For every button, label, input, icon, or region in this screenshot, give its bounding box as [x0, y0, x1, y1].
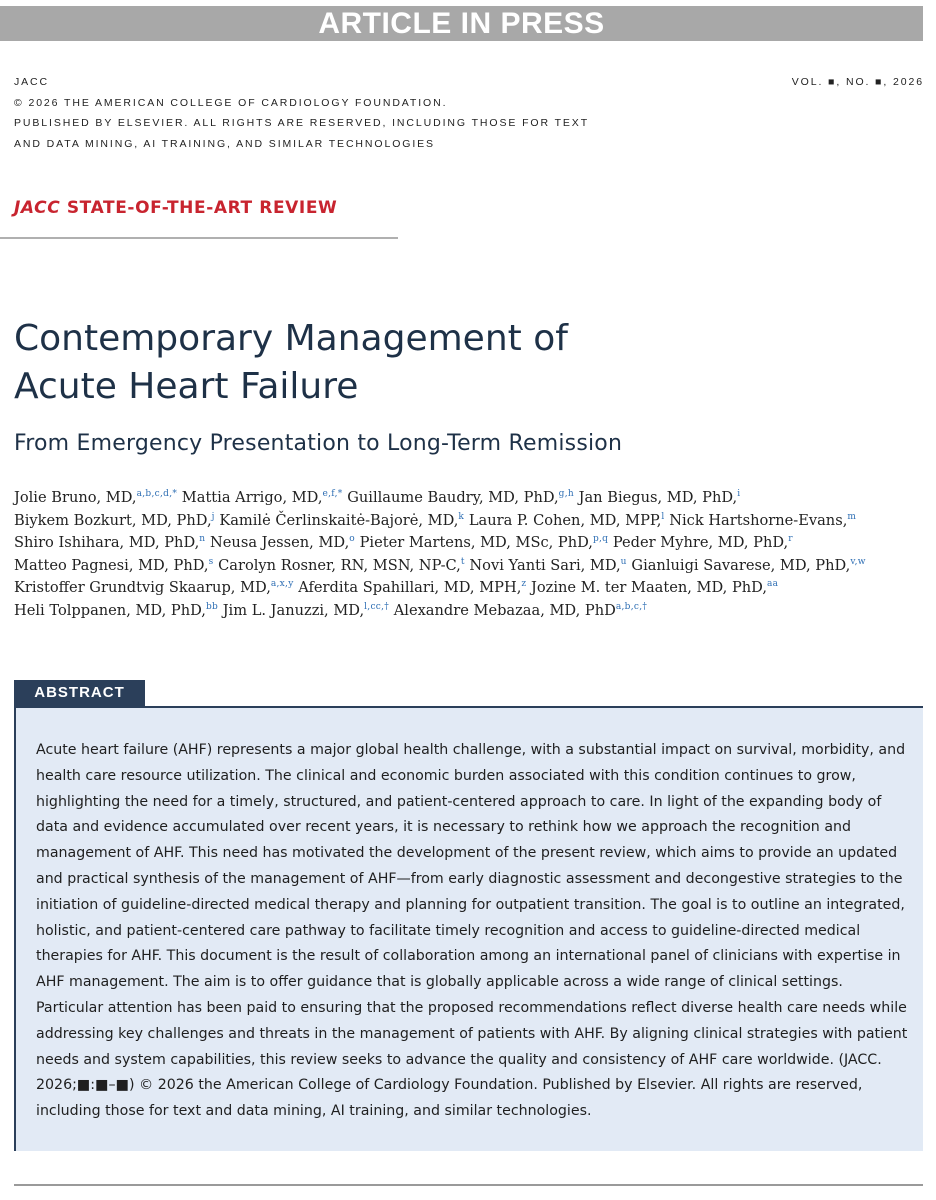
author-name: Kristoffer Grundtvig Skaarup, MD, — [14, 579, 271, 597]
author-affiliation-link[interactable]: l — [661, 511, 665, 522]
abstract-label: ABSTRACT — [14, 680, 145, 706]
author-name: Matteo Pagnesi, MD, PhD, — [14, 556, 209, 574]
author-affiliation-link[interactable]: o — [349, 534, 355, 545]
author-affiliation-link[interactable]: u — [620, 556, 627, 567]
author-name: Gianluigi Savarese, MD, PhD, — [631, 556, 851, 574]
author-affiliation-link[interactable]: j — [211, 511, 215, 522]
author-name: Shiro Ishihara, MD, PhD, — [14, 534, 200, 552]
author-name: Pieter Martens, MD, MSc, PhD, — [359, 534, 593, 552]
author-affiliation-link[interactable]: bb — [205, 602, 219, 613]
author-affiliation-link[interactable]: r — [788, 534, 793, 545]
title-line-2: Acute Heart Failure — [14, 366, 359, 407]
author-name: Neusa Jessen, MD, — [210, 534, 350, 552]
copyright-line: © 2026 THE AMERICAN COLLEGE OF CARDIOLOGY FOUNDATION. — [14, 96, 448, 109]
author-line — [14, 487, 929, 510]
author-name: Alexandre Mebazaa, MD, PhD — [393, 601, 616, 619]
journal-name: JACC — [14, 76, 50, 88]
author-affiliation-link[interactable]: m — [847, 511, 857, 522]
author-line — [14, 600, 929, 623]
author-name: Biykem Bozkurt, MD, PhD, — [14, 511, 212, 529]
author-name: Nick Hartshorne-Evans, — [669, 511, 848, 529]
section-divider — [0, 237, 398, 239]
author-line — [14, 555, 929, 578]
author-affiliation-link[interactable]: v,w — [850, 556, 866, 567]
author-affiliation-link[interactable]: aa — [767, 579, 779, 590]
abstract-box — [14, 706, 923, 1151]
article-in-press-banner: ARTICLE IN PRESS — [0, 6, 923, 41]
author-affiliation-link[interactable]: l,cc,† — [364, 602, 390, 613]
volume-info: VOL. ■, NO. ■, 2026 — [791, 76, 924, 88]
author-line — [14, 532, 929, 555]
author-name: Carolyn Rosner, RN, MSN, NP-C, — [218, 556, 461, 574]
article-subtitle: From Emergency Presentation to Long-Term Remission — [14, 431, 623, 456]
author-name: Jim L. Januzzi, MD, — [222, 601, 365, 619]
bottom-divider — [14, 1184, 923, 1186]
author-name: Mattia Arrigo, MD, — [181, 489, 323, 506]
author-name: Peder Myhre, MD, PhD, — [612, 534, 789, 552]
author-name: Guillaume Baudry, MD, PhD, — [347, 489, 559, 506]
author-affiliation-link[interactable]: e,f,* — [322, 489, 343, 500]
author-affiliation-link[interactable]: n — [199, 534, 206, 545]
article-type-prefix: JACC — [14, 198, 61, 218]
author-name: Jan Biegus, MD, PhD, — [578, 489, 738, 506]
author-name: Heli Tolppanen, MD, PhD, — [14, 601, 206, 619]
author-name: Kamilė Čerlinskaitė-Bajorė, MD, — [219, 511, 459, 529]
author-affiliation-link[interactable]: p,q — [592, 534, 609, 545]
author-affiliation-link[interactable]: g,h — [558, 489, 574, 500]
title-line-1: Contemporary Management of — [14, 318, 568, 359]
author-affiliation-link[interactable]: t — [460, 556, 465, 567]
author-name: Jolie Bruno, MD, — [14, 489, 137, 506]
author-affiliation-link[interactable]: a,b,c,d,* — [136, 489, 178, 500]
author-affiliation-link[interactable]: s — [208, 556, 214, 567]
abstract-text: Acute heart failure (AHF) represents a major global health challenge, with a substantial impact on survival, morbidity, and health care resource utilization. The clinical and economic burden associated with this condition continues to grow, highlighting the need for a timely, structured, and patient-centered approach to care. In light of the expanding body of data and evidence accumulated over recent years, it is necessary to rethink how we approach the recognition and management of AHF. This need has motivated the development of the present review, which aims to provide an updated and practical synthesis of the management of AHF—from early diagnostic assessment and decongestive strategies to the initiation of guideline-directed medical therapy and planning for outpatient transition. The goal is to outline an integrated, holistic, and patient-centered care pathway to facilitate timely recognition and access to guideline-directed medical therapies for AHF. This document is the result of collaboration among an international panel of clinicians with expertise in AHF management. The aim is to offer guidance that is globally applicable across a wide range of clinical settings. Particular attention has been paid to ensuring that the proposed recommendations reflect diverse health care needs while addressing key challenges and threats in the management of patients with AHF. By aligning clinical strategies with patient needs and system capabilities, this review seeks to advance the quality and consistency of AHF care worldwide. (JACC. 2026;■:■–■) © 2026 the American College of Cardiology Foundation. Published by Elsevier. All rights are reserved, including those for text and data mining, AI training, and similar technologies. — [36, 742, 908, 1120]
author-name: Novi Yanti Sari, MD, — [469, 556, 621, 574]
author-name: Laura P. Cohen, MD, MPP, — [468, 511, 662, 529]
author-affiliation-link[interactable]: z — [521, 579, 527, 590]
publisher-line-1: PUBLISHED BY ELSEVIER. ALL RIGHTS ARE RESERVED, INCLUDING THOSE FOR TEXT — [14, 117, 590, 129]
article-title — [14, 315, 914, 411]
author-list — [14, 487, 929, 623]
author-line — [14, 510, 929, 533]
article-type-label — [14, 198, 337, 218]
publisher-line-2: AND DATA MINING, AI TRAINING, AND SIMILAR TECHNOLOGIES — [14, 137, 435, 150]
author-affiliation-link[interactable]: a,b,c,† — [615, 602, 648, 613]
author-affiliation-link[interactable]: k — [458, 511, 465, 522]
author-affiliation-link[interactable]: i — [737, 489, 741, 500]
author-line — [14, 577, 929, 600]
author-affiliation-link[interactable]: a,x,y — [270, 579, 294, 590]
journal-header — [14, 72, 654, 154]
author-name: Aferdita Spahillari, MD, MPH, — [298, 579, 522, 597]
article-type-text: STATE-OF-THE-ART REVIEW — [66, 198, 338, 218]
author-name: Jozine M. ter Maaten, MD, PhD, — [531, 579, 767, 597]
